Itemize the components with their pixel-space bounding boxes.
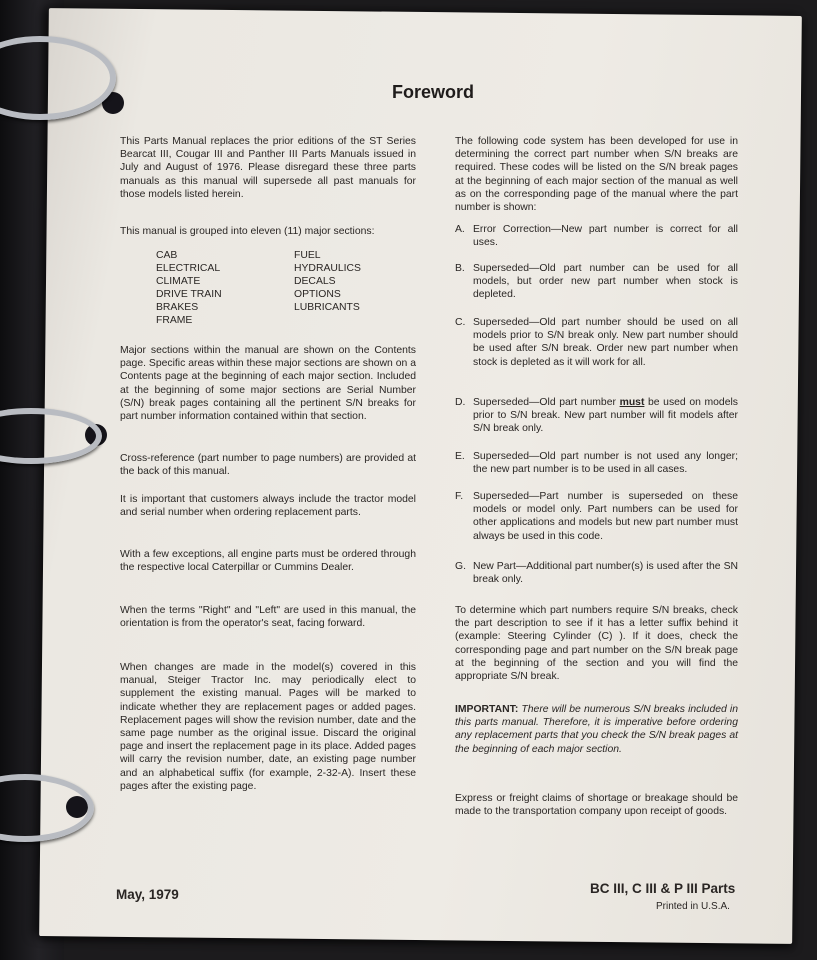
sections-list-wrap	[120, 249, 416, 327]
customers-wrap	[120, 493, 416, 519]
grouped-text-wrap	[120, 225, 416, 238]
code-b-wrap	[455, 262, 738, 302]
code-item-b	[455, 262, 738, 302]
code-f-wrap	[455, 490, 738, 543]
intro-paragraph: This Parts Manual replaces the prior editions of the ST Series Bearcat III, Cougar III and Panther III Parts Manuals issued in July and August of 1976. Please disregard these three parts manuals as this manual will supersede all past manuals for those models listed herein.	[120, 136, 416, 200]
code-letter: D.	[455, 397, 466, 408]
section-item: DRIVE TRAIN	[156, 289, 222, 300]
section-item: BRAKES	[156, 302, 199, 313]
right-left-paragraph: When the terms "Right" and "Left" are used in this manual, the orientation is from the operator's seat, facing forward.	[120, 605, 416, 630]
changes-wrap	[120, 661, 416, 793]
major-sections-paragraph: Major sections within the manual are shown on the Contents page. Specific areas within these major sections are shown on a Contents page at the beginning of each major section. Included at the beginning of some major sections are Serial Number (S/N) break pages containing all the pertinent S/N breaks for part number information contained within that section.	[120, 345, 416, 423]
section-item: FRAME	[156, 315, 193, 326]
important-text: There will be numerous S/N breaks included in this parts manual. Therefore, it is imperative before ordering any replacement parts that you check the S/N break pages at the beginning of each major section.	[455, 704, 738, 755]
code-text	[473, 396, 738, 436]
left-column	[120, 135, 416, 201]
code-text: Superseded—Old part number should be used on all models prior to S/N break only. New part number should be used after S/N break. Order new part number when stock is depleted as it will work for all.	[473, 317, 738, 368]
code-text: New Part—Additional part number(s) is used after the SN break only.	[473, 561, 738, 586]
code-text-pre: Superseded—Old part number	[473, 397, 620, 408]
code-letter: G.	[455, 561, 466, 572]
code-g-wrap	[455, 560, 738, 586]
sections-list	[156, 249, 416, 327]
code-item-f	[455, 490, 738, 543]
engine-paragraph: With a few exceptions, all engine parts must be ordered through the respective local Caterpillar or Cummins Dealer.	[120, 549, 416, 574]
footer-date: May, 1979	[116, 887, 179, 902]
code-text-post: be used on models prior to S/N break. New part number will fit models after S/N break only.	[473, 397, 738, 435]
determine-wrap	[455, 604, 738, 683]
code-item-d	[455, 396, 738, 436]
section-item	[294, 314, 434, 327]
code-text: Superseded—Part number is superseded on these models or model only. Part numbers can be used for other applications and models but new part number must always be used in this code.	[473, 491, 738, 542]
customers-paragraph: It is important that customers always include the tractor model and serial number when ordering replacement parts.	[120, 494, 416, 519]
section-item: CLIMATE	[156, 276, 201, 287]
must-emphasis: must	[619, 397, 645, 408]
page-title: Foreword	[392, 82, 475, 102]
right-intro-wrap	[455, 135, 738, 214]
code-text: Superseded—Old part number is not used any longer; the new part number is to be used in all cases.	[473, 451, 738, 476]
code-letter: C.	[455, 317, 466, 328]
section-item: OPTIONS	[294, 289, 341, 300]
rightleft-wrap	[120, 604, 416, 630]
code-item-a	[455, 223, 738, 249]
code-text: Error Correction—New part number is correct for all uses.	[473, 224, 738, 249]
code-letter: F.	[455, 491, 464, 502]
code-e-wrap	[455, 450, 738, 476]
section-item: FUEL	[294, 250, 321, 261]
grouped-paragraph: This manual is grouped into eleven (11) major sections:	[120, 226, 375, 237]
important-paragraph	[455, 703, 738, 756]
code-d-wrap	[455, 396, 738, 436]
footer-manual-name: BC III, C III & P III Parts	[590, 881, 736, 896]
code-system-paragraph: The following code system has been developed for use in determining the correct part number when S/N breaks are required. These codes will be listed on the S/N break pages at the beginning of each major section of the manual as well as on the corresponding page of the manual where the part number is shown:	[455, 136, 738, 214]
section-item: ELECTRICAL	[156, 263, 221, 274]
section-item: HYDRAULICS	[294, 263, 361, 274]
footer-printed: Printed in U.S.A.	[656, 901, 730, 912]
changes-paragraph: When changes are made in the model(s) covered in this manual, Steiger Tractor Inc. may periodically elect to supplement the existing manual. Pages will be marked to indicate whether they are replacement pages or added pages. Replacement pages will show the revision number, date and the same page number as the original issue. Discard the original page and insert the replacement page in its place. Added pages will carry the revision number, date, an existing page number and an alphabetical suffix (for example, 2-32-A). Insert these pages after the existing page.	[120, 662, 416, 792]
code-letter: B.	[455, 263, 465, 274]
engine-wrap	[120, 548, 416, 574]
code-item-g	[455, 560, 738, 586]
code-item-c	[455, 316, 738, 369]
code-a-wrap	[455, 223, 738, 249]
code-letter: E.	[455, 451, 465, 462]
crossref-paragraph: Cross-reference (part number to page numbers) are provided at the back of this manual.	[120, 453, 416, 478]
freight-wrap	[455, 792, 738, 818]
important-wrap	[455, 703, 738, 756]
section-item: LUBRICANTS	[294, 302, 360, 313]
crossref-wrap	[120, 452, 416, 478]
code-c-wrap	[455, 316, 738, 369]
determine-paragraph: To determine which part numbers require S/N breaks, check the part description to see if it has a letter suffix behind it (example: Steering Cylinder (C) ). If it does, check the corresponding page and part number on the S/N break page at the beginning of the section and you will find the appropriate S/N break.	[455, 605, 738, 683]
important-label: IMPORTANT:	[455, 704, 519, 715]
section-item: CAB	[156, 250, 178, 261]
freight-paragraph: Express or freight claims of shortage or breakage should be made to the transportation company upon receipt of goods.	[455, 793, 738, 818]
code-text: Superseded—Old part number can be used for all models, but order new part number when stock is depleted.	[473, 263, 738, 301]
code-item-e	[455, 450, 738, 476]
code-letter: A.	[455, 224, 465, 235]
section-item: DECALS	[294, 276, 336, 287]
major-wrap	[120, 344, 416, 423]
